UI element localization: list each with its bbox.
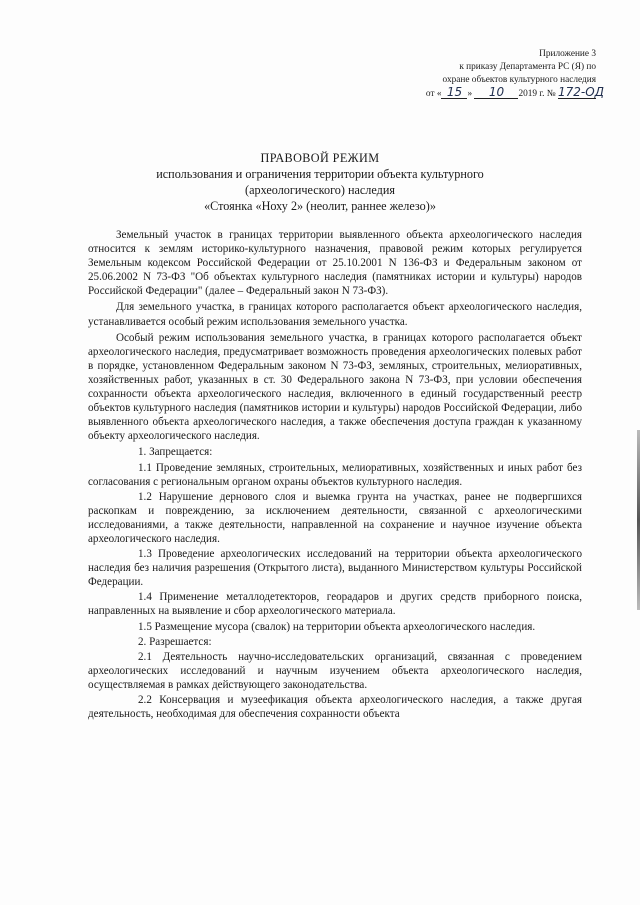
document-body [88,228,582,722]
paragraph-regime-details: Особый режим использования земельного участка, в границах которого располагается объект археологического наследия, предусматривает возможность проведения археологических полевых работ в порядке, установленном Федеральным законом N 73-ФЗ, земляных, строительных, мелиоративных, хозяйственных работ, указанных в ст. 30 Федерального закона N 73-ФЗ, при условии обеспечения сохранности объекта археологического наследия, включенного в единый государственный реестр объектов культурного наследия (памятников истории и культуры) народов Российской Федерации, либо выявленного объекта археологического наследия, а также обеспечения доступа граждан к указанному объекту археологического наследия. [88,331,582,443]
handwritten-order-number: 172-ОД [558,85,605,99]
section-item-2-2: 2.2 Консервация и музеефикация объекта археологического наследия, а также другая деятельность, необходимая для обеспечения сохранности объекта [88,694,582,721]
section-item-1-3: 1.3 Проведение археологических исследований на территории объекта археологического наследия без наличия разрешения (Открытого листа), выданного Министерством культуры Российской Федерации. [88,548,582,589]
appendix-block [396,48,605,101]
title-heading: ПРАВОВОЙ РЕЖИМ [260,151,380,165]
date-year: 2019 г. № [518,89,556,99]
appendix-title: Приложение 3 [539,49,596,59]
title-line-2: использования и ограничения территории объекта культурного [156,167,484,181]
appendix-order-line: к приказу Департамента РС (Я) по [459,62,596,72]
section-allowed-heading: 2. Разрешается: [138,635,212,648]
paragraph-land-plot: Земельный участок в границах территории выявленного объекта археологического наследия относится к землям историко-культурного назначения, правовой режим которых регулируется Земельным кодексом Российской Федерации от 25.10.2001 N 136-ФЗ и Федеральным законом от 25.06.2002 N 73-ФЗ "Об объектах культурного наследия (памятниках истории и культуры) народов Российской Федерации" (далее – Федеральный закон N 73-ФЗ). [88,229,582,298]
date-prefix: от « [425,89,442,99]
section-item-1-4: 1.4 Применение металлодетекторов, георадаров и других средств приборного поиска, направленных на выявление и сбор археологического материала. [88,591,582,618]
date-mid: » [467,89,473,99]
appendix-date-line [396,85,605,101]
appendix-department-line: охране объектов культурного наследия [442,75,596,85]
title-line-4: «Стоянка «Ноху 2» (неолит, раннее железо)» [204,199,436,213]
handwritten-month: 10 [474,87,518,99]
paragraph-special-regime: Для земельного участка, в границах которого располагается объект археологического наследия, устанавливается особый режим использования земельного участка. [88,301,582,328]
section-item-1-5: 1.5 Размещение мусора (свалок) на территории объекта археологического наследия. [138,620,536,633]
section-item-1-2: 1.2 Нарушение дернового слоя и выемка грунта на участках, ранее не подвергшихся раскопкам и повреждению, за исключением деятельности, связанной с археологическими исследованиями, а также деятельности, направленной на сохранение и научное изучение объекта археологического наследия. [88,490,582,545]
section-item-2-1: 2.1 Деятельность научно-исследовательских организаций, связанная с проведением археологических исследований и научным изучением объекта археологического наследия, осуществляемая в рамках действующего законодательства. [88,650,582,691]
title-line-3: (археологического) наследия [245,183,395,197]
section-prohibited-heading: 1. Запрещается: [138,446,213,459]
document-title [0,150,640,214]
section-item-1-1: 1.1 Проведение земляных, строительных, мелиоративных, хозяйственных и иных работ без согласования с региональным органом охраны объектов культурного наследия. [88,461,582,488]
handwritten-day: 15 [441,87,467,99]
